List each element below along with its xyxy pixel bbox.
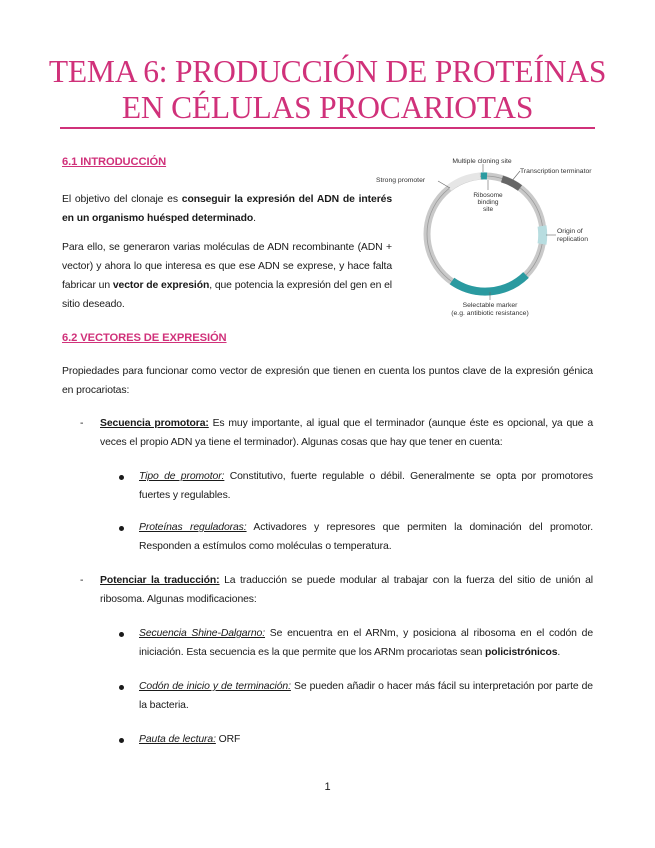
terminator-segment (502, 179, 520, 188)
label-rbs-1: Ribosome (473, 192, 503, 199)
page-number: 1 (324, 781, 331, 793)
bullet (119, 475, 124, 480)
bullet (119, 685, 124, 690)
promoter-segment (449, 176, 480, 188)
title-underline (60, 127, 595, 129)
origin-segment (542, 226, 543, 244)
label-selectable-marker-1: Selectable marker (462, 302, 518, 309)
sub-item-tipo-promotor: Tipo de promotor: Constitutivo, fuerte regulable o débil. Generalmente se opta por promotores fuertes y regulables. (139, 471, 594, 501)
list-dash: - (80, 575, 84, 586)
section-heading-introduccion: 6.1 INTRODUCCIÓN (62, 156, 167, 168)
list-item-secuencia-promotora: Secuencia promotora: Es muy importante, al igual que el terminador (aunque éste es opcional, ya que a veces el propio ADN ya tiene el terminador). Algunas cosas que hay que tener en cuenta: (100, 418, 593, 448)
bullet (119, 738, 124, 743)
label-rbs-2: binding (477, 199, 499, 206)
label-transcription-terminator: Transcription terminator (520, 168, 592, 175)
sub-item-pauta-lectura: Pauta de lectura: ORF (139, 734, 241, 745)
expression-vector-diagram (370, 154, 600, 319)
bullet (119, 632, 124, 637)
section-heading-vectores: 6.2 VECTORES DE EXPRESIÓN (62, 332, 227, 344)
label-strong-promoter: Strong promoter (376, 177, 426, 184)
list-dash: - (80, 418, 84, 429)
page-title (40, 54, 615, 126)
selectable-marker-segment (452, 275, 526, 292)
bullet (119, 526, 124, 531)
title-line-1: TEMA 6: PRODUCCIÓN DE PROTEÍNAS (48, 54, 607, 89)
intro-paragraph-1: El objetivo del clonaje es conseguir la expresión del ADN de interés en un organismo huésped determinado. (62, 194, 393, 224)
label-origin-2: replication (557, 236, 588, 243)
intro-paragraph-2: Para ello, se generaron varias moléculas de ADN recombinante (ADN + vector) y ahora lo que interesa es que ese ADN se exprese, y hace falta fabricar un vector de expresión, que potencia la expresión del gen en el sitio deseado. (62, 242, 393, 310)
label-multiple-cloning-site: Multiple cloning site (452, 158, 512, 165)
title-line-2: EN CÉLULAS PROCARIOTAS (121, 90, 534, 125)
vectores-intro: Propiedades para funcionar como vector de expresión que tienen en cuenta los puntos clave de la expresión génica en procariotas: (62, 366, 593, 396)
label-selectable-marker-2: (e.g. antibiotic resistance) (451, 310, 529, 317)
list-item-potenciar-traduccion: Potenciar la traducción: La traducción se puede modular al trabajar con la fuerza del sitio de unión al ribosoma. Algunas modificaciones: (100, 575, 593, 605)
sub-item-codon-inicio: Codón de inicio y de terminación: Se pueden añadir o hacer más fácil su interpretación por parte de la bacteria. (139, 681, 593, 711)
sub-item-shine-dalgarno: Secuencia Shine-Dalgarno: Se encuentra en el ARNm, y posiciona al ribosoma en el codón de iniciación. Esta secuencia es la que permite que los ARNm procariotas sean policistrónicos. (139, 628, 593, 658)
sub-item-proteinas-reguladoras: Proteínas reguladoras: Activadores y represores que permiten la dominación del promotor. Responden a estímulos como moléculas o temperatura. (139, 522, 593, 552)
label-rbs-3: site (482, 206, 494, 213)
label-origin-1: Origin of (557, 228, 583, 235)
